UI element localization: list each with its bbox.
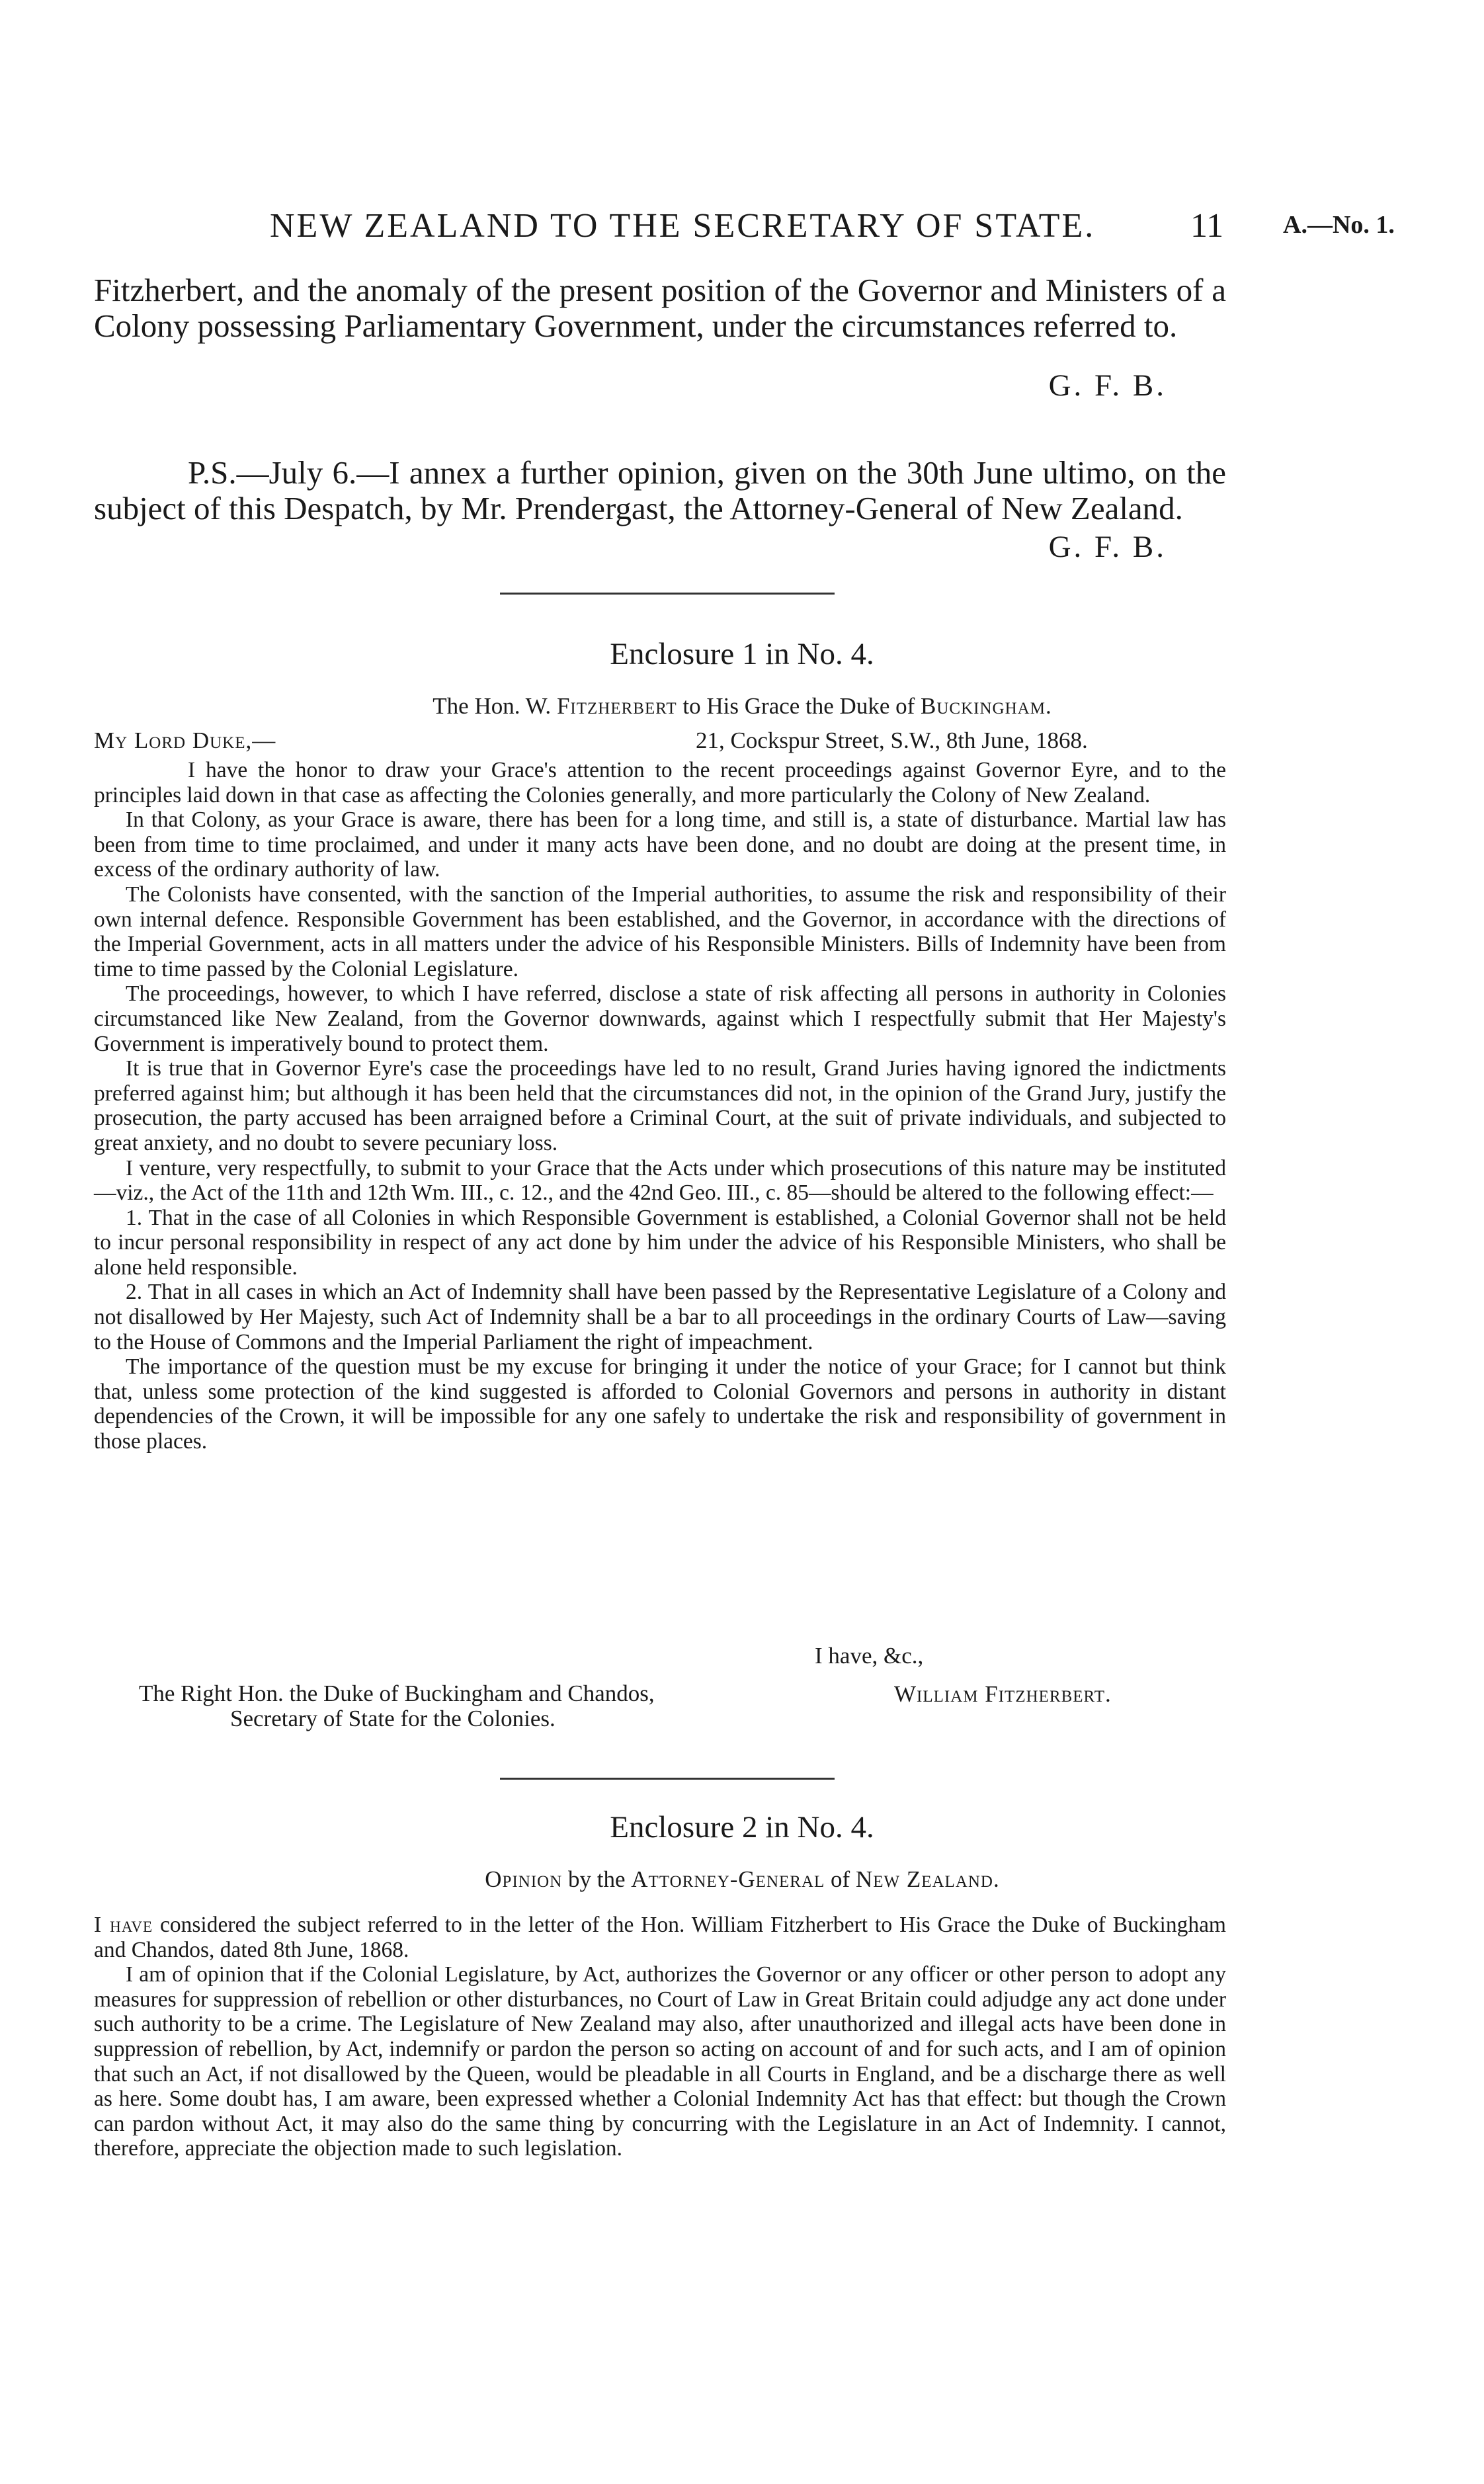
header-title: NEW ZEALAND TO THE SECRETARY OF STATE. bbox=[270, 207, 1096, 245]
addressee: The Right Hon. the Duke of Buckingham and Chandos, Secretary of State for the Colonies. bbox=[139, 1680, 655, 1731]
letter-paragraph: I venture, very respectfully, to submit to your Grace that the Acts under which prosecutions of this nature may be instituted—viz., the Act of the 11th and 12th Wm. III., c. 12., and the 42nd Geo. III., c. 85—should be altered to the following effect:— bbox=[94, 1155, 1226, 1206]
letter-paragraph: It is true that in Governor Eyre's case the proceedings have led to no result, Grand Juries having ignored the indictments preferred against him; but although it has been held that the circumstances did not, in the opinion of the Grand Jury, justify the prosecution, the party accused has been arraigned before a Criminal Court, at the suit of private individuals, and subjected to great anxiety, and no doubt to severe pecuniary loss. bbox=[94, 1056, 1226, 1155]
letter-header bbox=[94, 727, 1226, 757]
page-number: 11 bbox=[1190, 207, 1224, 245]
opinion-paragraph: I have considered the subject referred to in the letter of the Hon. William Fitzherbert to His Grace the Duke of Buckingham and Chandos, dated 8th June, 1868. bbox=[94, 1913, 1226, 1962]
document-reference: A.—No. 1. bbox=[1283, 211, 1395, 239]
enclosure-2-body bbox=[94, 1913, 1226, 2161]
initials-1: G. F. B. bbox=[1048, 368, 1167, 403]
enclosure-1-title: Enclosure 1 in No. 4. bbox=[610, 637, 874, 671]
place-date: 21, Cockspur Street, S.W., 8th June, 1868. bbox=[696, 727, 1088, 753]
postscript-paragraph: P.S.—July 6.—I annex a further opinion, given on the 30th June ultimo, on the subject of this Despatch, by Mr. Prendergast, the Attorney-General of New Zealand. bbox=[94, 454, 1226, 526]
signatory: William Fitzherbert. bbox=[894, 1681, 1112, 1707]
opinion-paragraph: I am of opinion that if the Colonial Legislature, by Act, authorizes the Governor or any officer or other person to adopt any measures for suppression of rebellion or other disturbances, no Court of Law in Great Britain could adjudge any act done under such authority to be a crime. The Legislature of New Zealand may also, after unauthorized and illegal acts have been done in suppression of rebellion, by Act, indemnify or pardon the person so acting on account of and for such acts, and I am of opinion that such an Act, if not disallowed by the Queen, would be pleadable in all Courts in England, and be a discharge there as well as here. Some doubt has, I am aware, been expressed whether a Colonial Indemnity Act has that effect: but though the Crown can pardon without Act, it may also do the same thing by concurring with the Legislature in an Act of Indemnity. I cannot, therefore, appreciate the objection made to such legislation. bbox=[94, 1962, 1226, 2161]
letter-paragraph: 2. That in all cases in which an Act of Indemnity shall have been passed by the Representative Legislature of a Colony and not disallowed by Her Majesty, such Act of Indemnity shall be a bar to all proceedings in the ordinary Courts of Law—saving to the House of Commons and the Imperial Parliament the right of impeachment. bbox=[94, 1280, 1226, 1354]
running-header bbox=[0, 206, 1484, 253]
letter-closing: I have, &c., bbox=[815, 1643, 924, 1669]
continuation-paragraph: Fitzherbert, and the anomaly of the present position of the Governor and Ministers of a Colony possessing Parliamentary Government, under the circumstances referred to. bbox=[94, 272, 1226, 344]
letter-paragraph: The Colonists have consented, with the sanction of the Imperial authorities, to assume the risk and responsibility of their own internal defence. Responsible Government has been established, and the Governor, in accordance with the directions of the Imperial Government, acts in all matters under the advice of his Responsible Ministers. Bills of Indemnity have been from time to time passed by the Colonial Legislature. bbox=[94, 882, 1226, 981]
divider-2 bbox=[500, 1778, 835, 1780]
letter-paragraph: I have the honor to draw your Grace's attention to the recent proceedings against Governor Eyre, and to the principles laid down in that case as affecting the Colonies generally, and more particularly the Colony of New Zealand. bbox=[94, 758, 1226, 807]
letter-paragraph: In that Colony, as your Grace is aware, there has been for a long time, and still is, a state of disturbance. Martial law has been from time to time proclaimed, and under it many acts have been done, and no doubt are doing at the present time, in excess of the ordinary authority of law. bbox=[94, 807, 1226, 882]
letter-paragraph: The importance of the question must be my excuse for bringing it under the notice of your Grace; for I cannot but think that, unless some protection of the kind suggested is afforded to Colonial Governors and persons in authority in distant dependencies of the Crown, it will be impossible for any one safely to undertake the risk and responsibility of government in those places. bbox=[94, 1354, 1226, 1454]
initials-2: G. F. B. bbox=[1048, 530, 1167, 564]
divider-1 bbox=[500, 593, 835, 595]
enclosure-2-title: Enclosure 2 in No. 4. bbox=[610, 1810, 874, 1844]
salutation: My Lord Duke,— bbox=[94, 727, 276, 753]
enclosure-2-subtitle: Opinion by the Attorney-General of New Zealand. bbox=[485, 1866, 999, 1892]
letter-paragraph: The proceedings, however, to which I have referred, disclose a state of risk affecting all persons in authority in Colonies circumstanced like New Zealand, from the Governor downwards, against which I respectfully submit that Her Majesty's Government is imperatively bound to protect them. bbox=[94, 981, 1226, 1056]
letter-paragraph: 1. That in the case of all Colonies in which Responsible Government is established, a Colonial Governor shall not be held to incur personal responsibility in respect of any act done by him under the advice of his Responsible Ministers, who shall be alone held responsible. bbox=[94, 1205, 1226, 1280]
enclosure-1-body bbox=[94, 758, 1226, 1454]
enclosure-1-subtitle: The Hon. W. Fitzherbert to His Grace the Duke of Buckingham. bbox=[433, 693, 1051, 719]
